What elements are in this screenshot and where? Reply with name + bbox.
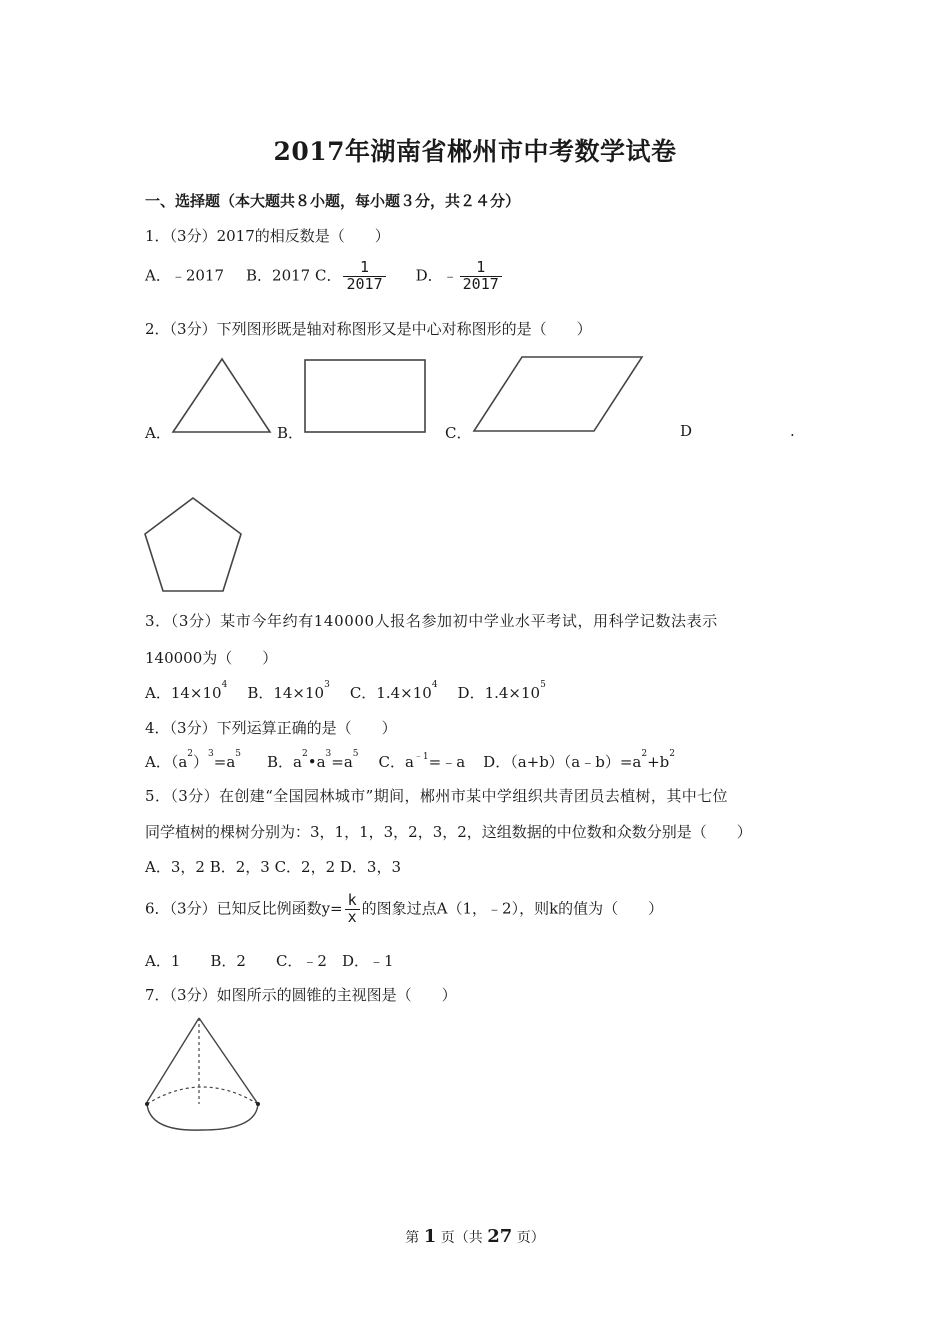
question-4-stem: 4．（3分）下列运算正确的是（ ） [145, 719, 397, 737]
question-3-stem-line2: 140000为（ ） [145, 649, 278, 667]
q4-option-b: B．$a^2•a^3=a^5$ [267, 749, 359, 771]
question-3-options [145, 682, 546, 703]
question-4-options [145, 751, 675, 772]
question-3-stem-line1: 3．（3分）某市今年约有140000人报名参加初中学业水平考试，用科学记数法表示 [145, 612, 718, 630]
question-5-stem-line1: 5．（3分）在创建“全国园林城市”期间，郴州市某中学组织共青团员去植树，其中七位 [145, 787, 728, 805]
rectangle-figure [303, 358, 427, 434]
q1-option-a: A．﹣2017 [145, 266, 225, 285]
question-6-stem: 6．（3分）已知反比例函数y= $\frac{k}{x}$ 的图象过点A（1，﹣2），则k的值为（ ） [145, 891, 664, 926]
q3-option-d: D．1.4×10 [457, 684, 541, 702]
exponent: 4 [221, 680, 228, 690]
fraction-denominator: x [347, 907, 357, 926]
exponent: 5 [540, 680, 546, 690]
q4-option-c: C．$a^{﹣1}=﹣a$ [378, 752, 466, 771]
page-footer: 第 1 页（共 27 页） [405, 1226, 545, 1247]
question-5-options: A．3，2 B．2，3 C．2，2 D．3，3 [145, 858, 402, 876]
parallelogram-figure [470, 354, 646, 434]
q4-option-d: D．$(a+b)(a﹣b)=a^2+b^2$ [483, 749, 676, 771]
fraction-numerator: 1 [343, 260, 385, 277]
triangle-figure [170, 356, 274, 436]
question-5-stem-line2: 同学植树的棵树分别为：3，1，1，3，2，3，2，这组数据的中位数和众数分别是（ ） [145, 823, 752, 841]
question-6-options: A．1 B．2 C．﹣2 D．﹣1 [145, 952, 394, 970]
q2-option-b: B． [277, 424, 304, 442]
question-1-options [145, 260, 504, 293]
exponent: 3 [324, 680, 330, 690]
fraction-denominator: 2017 [462, 274, 499, 293]
q1-fraction-d [460, 260, 502, 293]
q6-fraction [345, 893, 360, 926]
q2-option-a: A． [145, 424, 171, 442]
section-heading: 一、选择题（本大题共８小题，每小题３分，共２４分） [145, 192, 521, 210]
page-title: 2017年湖南省郴州市中考数学试卷 [273, 137, 677, 166]
question-2-stem: 2．（3分）下列图形既是轴对称图形又是中心对称图形的是（ ） [145, 320, 592, 338]
page-total: 27 [487, 1226, 513, 1247]
fraction-denominator: 2017 [346, 274, 383, 293]
q1-option-b: B．2017 [246, 266, 311, 285]
question-1-stem: 1．（3分）2017的相反数是（ ） [145, 227, 390, 245]
page-number: 1 [423, 1226, 437, 1247]
q2-option-d: D [680, 422, 693, 440]
minus-sign: ﹣ [442, 266, 458, 285]
fraction-numerator: k [345, 893, 360, 910]
q1-option-d: D． [415, 266, 443, 285]
q2-option-c: C． [445, 424, 472, 442]
q1-option-c: C． [315, 266, 342, 285]
fraction-numerator: 1 [460, 260, 502, 277]
q2-period: . [790, 422, 795, 440]
q3-option-c: C．1.4×10 [349, 684, 432, 702]
cone-figure [140, 1012, 266, 1134]
q3-option-b: B．14×10 [247, 684, 325, 702]
pentagon-figure [140, 495, 246, 597]
q3-option-a: A．14×10 [145, 684, 222, 702]
q4-option-a: A．$(a^2)^3=a^5$ [145, 749, 242, 771]
q1-fraction-c [343, 260, 385, 293]
question-7-stem: 7．（3分）如图所示的圆锥的主视图是（ ） [145, 986, 457, 1004]
exponent: 4 [431, 680, 438, 690]
